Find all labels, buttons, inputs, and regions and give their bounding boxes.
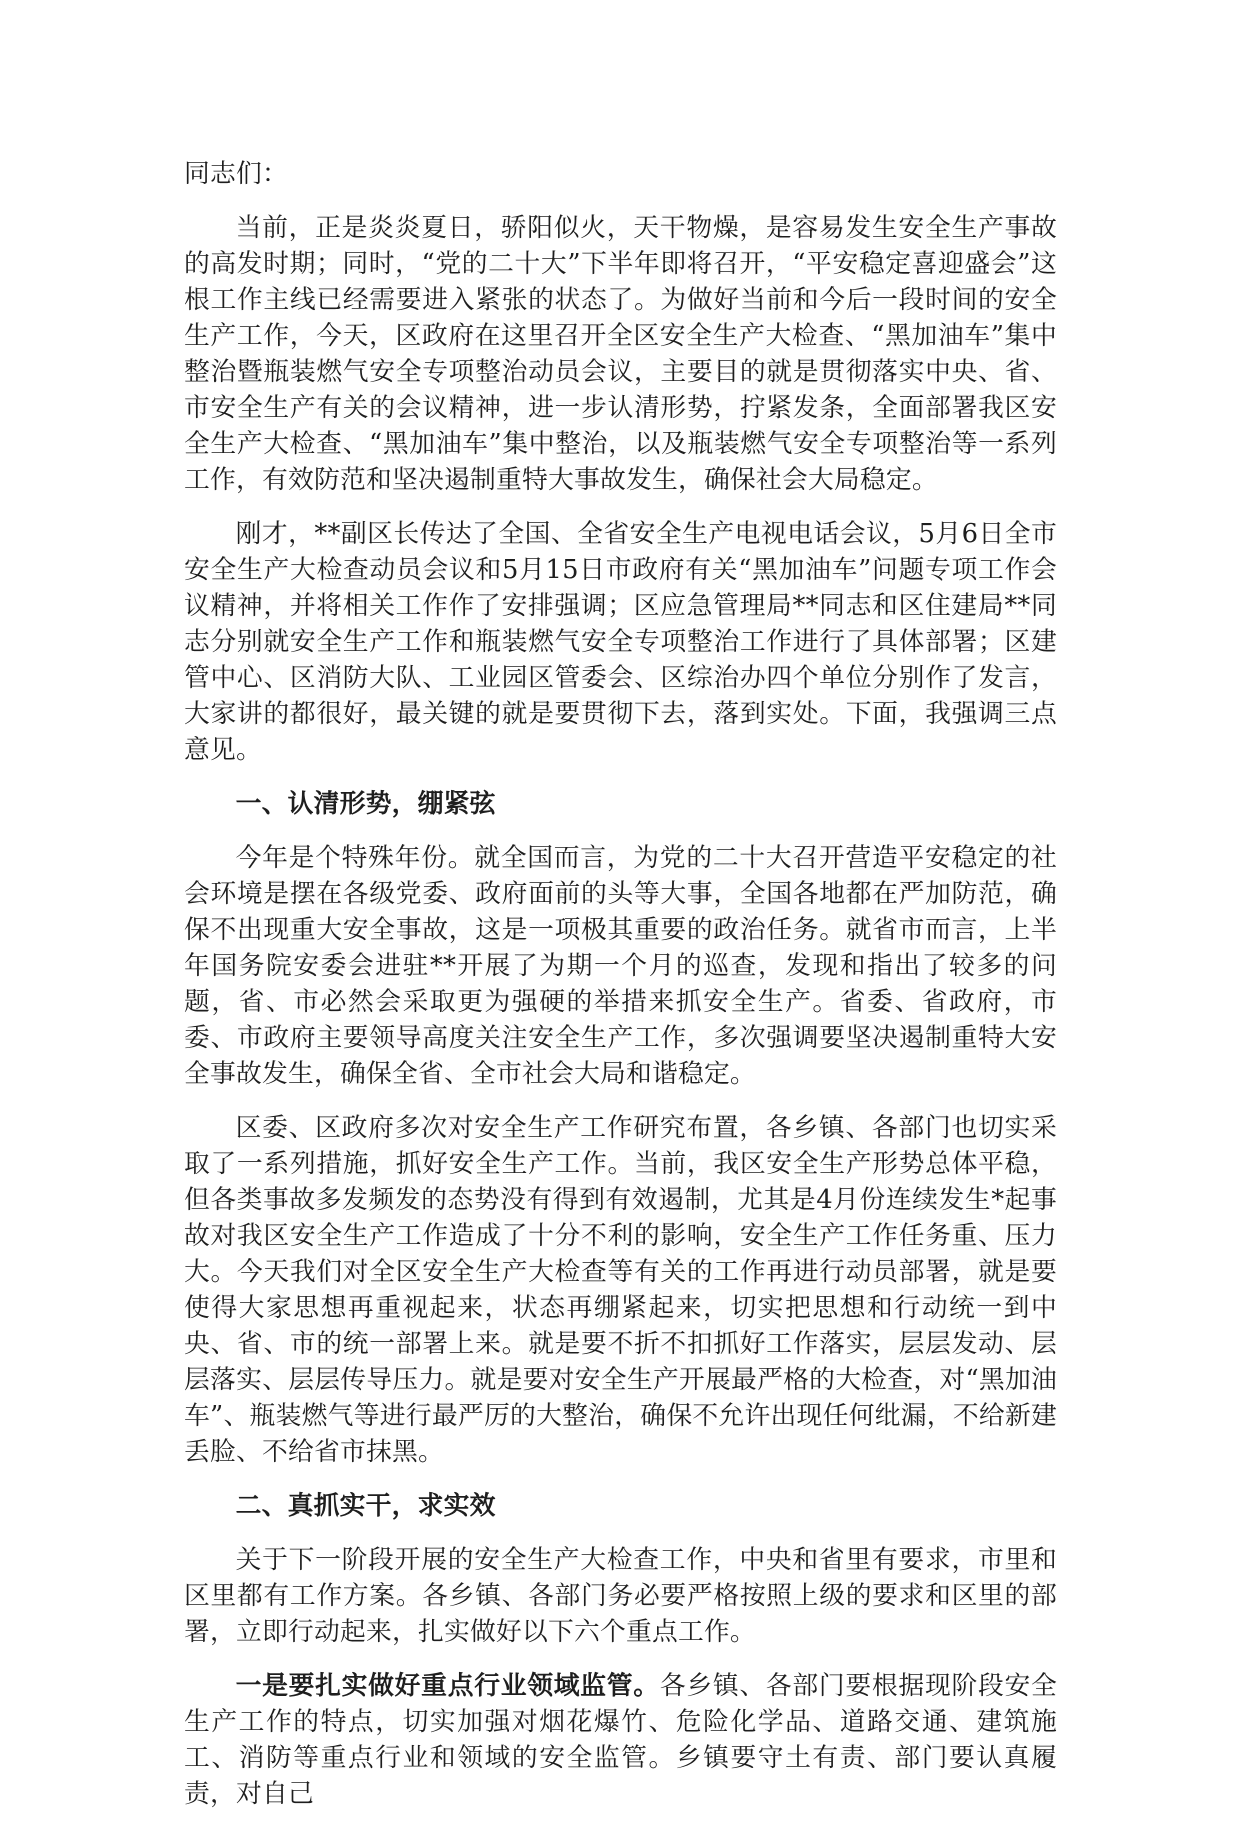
section-1-paragraph-1: 今年是个特殊年份。就全国而言，为党的二十大召开营造平安稳定的社会环境是摆在各级党委、政府面前的头等大事，全国各地都在严加防范，确保不出现重大安全事故，这是一项极其重要的政治任务。就省市而言，上半年国务院安委会进驻**开展了为期一个月的巡查，发现和指出了较多的问题，省、市必然会采取更为强硬的举措来抓安全生产。省委、省政府，市委、市政府主要领导高度关注安全生产工作，多次强调要坚决遏制重特大安全事故发生，确保全省、全市社会大局和谐稳定。 [184,843,1057,1089]
section-1-heading: 一、认清形势，绷紧弦 [235,789,496,819]
section-2-heading: 二、真抓实干，求实效 [235,1491,496,1521]
section-1-paragraph-2: 区委、区政府多次对安全生产工作研究布置，各乡镇、各部门也切实采取了一系列措施，抓好安全生产工作。当前，我区安全生产形势总体平稳，但各类事故多发频发的态势没有得到有效遏制，尤其是4月份连续发生*起事故对我区安全生产工作造成了十分不利的影响，安全生产工作任务重、压力大。今天我们对全区安全生产大检查等有关的工作再进行动员部署，就是要使得大家思想再重视起来，状态再绷紧起来，切实把思想和行动统一到中央、省、市的统一部署上来。就是要不折不扣抓好工作落实，层层发动、层层落实、层层传导压力。就是要对安全生产开展最严格的大检查，对“黑加油车”、瓶装燃气等进行最严厉的大整治，确保不允许出现任何纰漏，不给新建丢脸、不给省市抹黑。 [184,1113,1057,1467]
section-2-point-1 [184,1668,1057,1812]
section-2-intro: 关于下一阶段开展的安全生产大检查工作，中央和省里有要求，市里和区里都有工作方案。各乡镇、各部门务必要严格按照上级的要求和区里的部署，立即行动起来，扎实做好以下六个重点工作。 [184,1545,1057,1647]
point-1-text: 各乡镇、各部门要根据现阶段安全生产工作的特点，切实加强对烟花爆竹、危险化学品、道路交通、建筑施工、消防等重点行业和领域的安全监管。乡镇要守土有责、部门要认真履责，对自己 [184,1671,1057,1809]
document-body [184,156,1057,1830]
intro-paragraph-1: 当前，正是炎炎夏日，骄阳似火，天干物燥，是容易发生安全生产事故的高发时期；同时，“党的二十大”下半年即将召开，“平安稳定喜迎盛会”这根工作主线已经需要进入紧张的状态了。为做好当前和今后一段时间的安全生产工作，今天，区政府在这里召开全区安全生产大检查、“黑加油车”集中整治暨瓶装燃气安全专项整治动员会议，主要目的就是贯彻落实中央、省、市安全生产有关的会议精神，进一步认清形势，拧紧发条，全面部署我区安全生产大检查、“黑加油车”集中整治，以及瓶装燃气安全专项整治等一系列工作，有效防范和坚决遏制重特大事故发生，确保社会大局稳定。 [184,213,1057,495]
salutation: 同志们： [184,159,288,189]
intro-paragraph-2: 刚才，**副区长传达了全国、全省安全生产电视电话会议，5月6日全市安全生产大检查动员会议和5月15日市政府有关“黑加油车”问题专项工作会议精神，并将相关工作作了安排强调；区应急管理局**同志和区住建局**同志分别就安全生产工作和瓶装燃气安全专项整治工作进行了具体部署；区建管中心、区消防大队、工业园区管委会、区综治办四个单位分别作了发言，大家讲的都很好，最关键的就是要贯彻下去，落到实处。下面，我强调三点意见。 [184,519,1057,765]
point-1-lead: 一是要扎实做好重点行业领域监管。 [235,1671,660,1701]
